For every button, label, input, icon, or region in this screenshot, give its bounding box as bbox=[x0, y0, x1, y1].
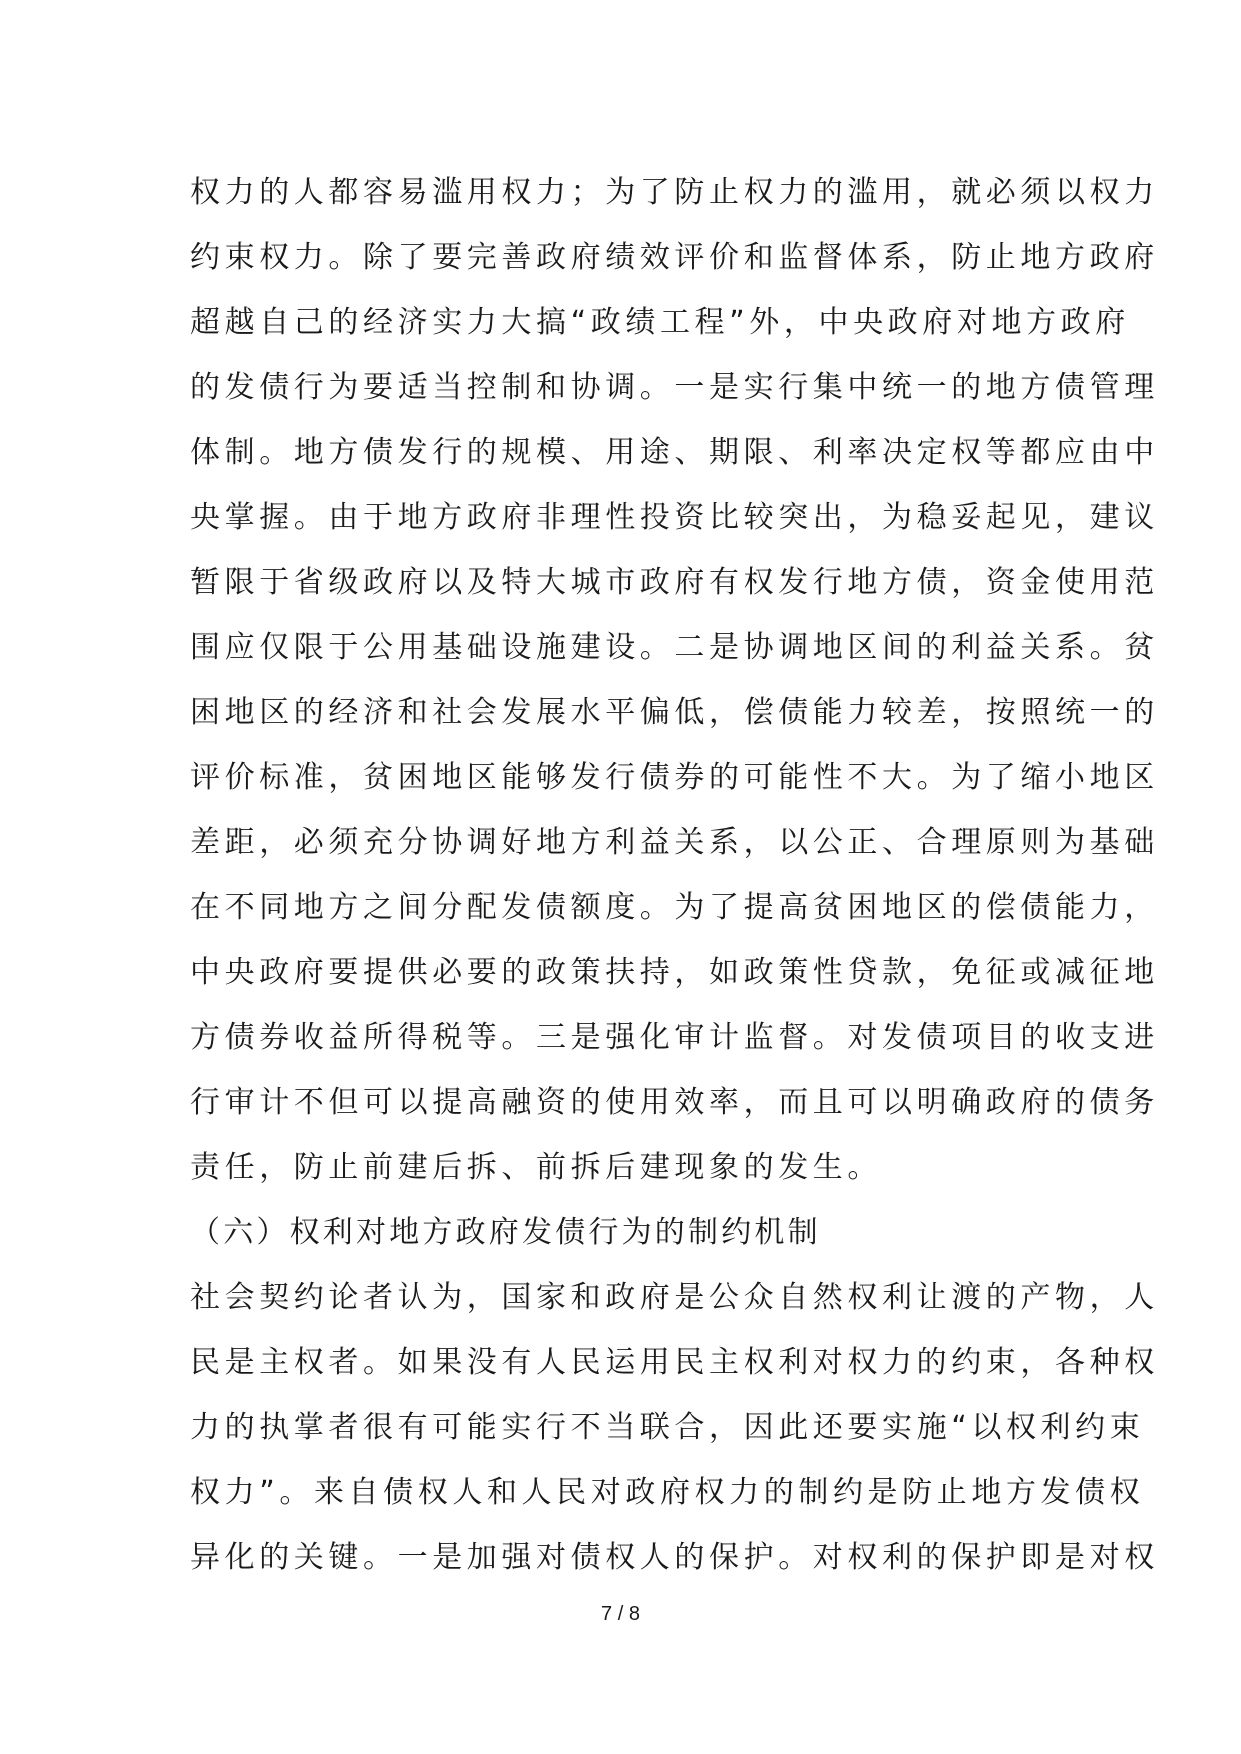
text-line: 社会契约论者认为，国家和政府是公众自然权利让渡的产物，人 bbox=[190, 1280, 1159, 1315]
text-line: 方债券收益所得税等。三是强化审计监督。对发债项目的收支进 bbox=[190, 1020, 1159, 1055]
text-line: 央掌握。由于地方政府非理性投资比较突出，为稳妥起见，建议 bbox=[190, 500, 1159, 535]
text-line: 力的执掌者很有可能实行不当联合，因此还要实施“以权利约束 bbox=[190, 1410, 1145, 1445]
text-line: 差距，必须充分协调好地方利益关系，以公正、合理原则为基础 bbox=[190, 825, 1159, 860]
text-line: 困地区的经济和社会发展水平偏低，偿债能力较差，按照统一的 bbox=[190, 695, 1159, 730]
text-line: 评价标准，贫困地区能够发行债券的可能性不大。为了缩小地区 bbox=[190, 760, 1159, 795]
text-line: 约束权力。除了要完善政府绩效评价和监督体系，防止地方政府 bbox=[190, 240, 1159, 275]
text-line: 行审计不但可以提高融资的使用效率，而且可以明确政府的债务 bbox=[190, 1085, 1159, 1120]
text-line: 责任，防止前建后拆、前拆后建现象的发生。 bbox=[190, 1150, 882, 1185]
body-text bbox=[190, 160, 1159, 1590]
text-line: 的发债行为要适当控制和协调。一是实行集中统一的地方债管理 bbox=[190, 370, 1159, 405]
text-line: 围应仅限于公用基础设施建设。二是协调地区间的利益关系。贫 bbox=[190, 630, 1159, 665]
text-line: 权力”。来自债权人和人民对政府权力的制约是防止地方发债权 bbox=[190, 1475, 1145, 1510]
text-line: 中央政府要提供必要的政策扶持，如政策性贷款，免征或减征地 bbox=[190, 955, 1159, 990]
text-line: 体制。地方债发行的规模、用途、期限、利率决定权等都应由中 bbox=[190, 435, 1159, 470]
section-heading: （六）权利对地方政府发债行为的制约机制 bbox=[190, 1215, 821, 1250]
text-line: 民是主权者。如果没有人民运用民主权利对权力的约束，各种权 bbox=[190, 1345, 1159, 1380]
text-line: 异化的关键。一是加强对债权人的保护。对权利的保护即是对权 bbox=[190, 1540, 1159, 1575]
text-line: 暂限于省级政府以及特大城市政府有权发行地方债，资金使用范 bbox=[190, 565, 1159, 600]
page-number: 7 / 8 bbox=[601, 1603, 640, 1625]
text-line: 权力的人都容易滥用权力；为了防止权力的滥用，就必须以权力 bbox=[190, 175, 1159, 210]
text-line: 在不同地方之间分配发债额度。为了提高贫困地区的偿债能力， bbox=[190, 890, 1159, 925]
text-line: 超越自己的经济实力大搞“政绩工程”外，中央政府对地方政府 bbox=[190, 305, 1130, 340]
